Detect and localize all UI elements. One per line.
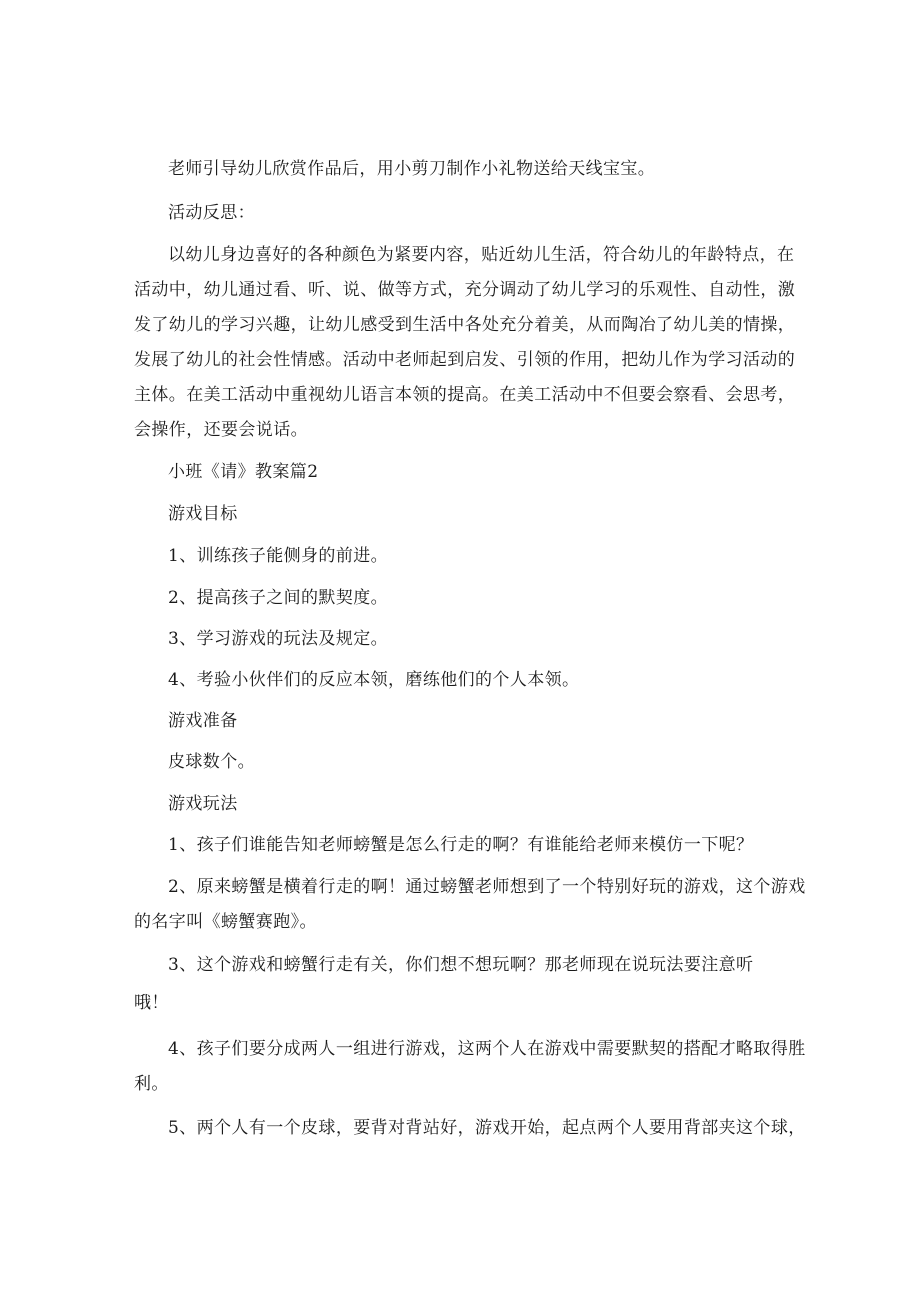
paragraph-reflection-line-1: 以幼儿身边喜好的各种颜色为紧要内容，贴近幼儿生活，符合幼儿的年龄特点，在 <box>168 245 795 265</box>
heading-game-play: 游戏玩法 <box>168 794 238 814</box>
heading-game-goals: 游戏目标 <box>168 504 238 524</box>
list-item-play-3-line-1: 3、这个游戏和螃蟹行走有关，你们想不想玩啊？那老师现在说玩法要注意听 <box>168 955 754 975</box>
list-item-goal-4: 4、考验小伙伴们的反应本领，磨练他们的个人本领。 <box>168 670 580 690</box>
paragraph-reflection-line-4: 发展了幼儿的社会性情感。活动中老师起到启发、引领的作用，把幼儿作为学习活动的 <box>134 350 796 370</box>
section-title-lesson-plan-2: 小班《请》教案篇2 <box>168 462 319 482</box>
paragraph-preparation: 皮球数个。 <box>168 752 255 772</box>
paragraph-reflection-line-6: 会操作，还要会说话。 <box>134 420 308 440</box>
list-item-goal-3: 3、学习游戏的玩法及规定。 <box>168 629 389 649</box>
list-item-goal-2: 2、提高孩子之间的默契度。 <box>168 588 389 608</box>
list-item-goal-1: 1、训练孩子能侧身的前进。 <box>168 546 389 566</box>
list-item-play-4-line-1: 4、孩子们要分成两人一组进行游戏，这两个人在游戏中需要默契的搭配才略取得胜 <box>168 1039 806 1059</box>
heading-game-preparation: 游戏准备 <box>168 711 238 731</box>
heading-activity-reflection: 活动反思： <box>168 203 255 223</box>
paragraph-gift-making: 老师引导幼儿欣赏作品后，用小剪刀制作小礼物送给天线宝宝。 <box>168 159 656 179</box>
list-item-play-1: 1、孩子们谁能告知老师螃蟹是怎么行走的啊？有谁能给老师来模仿一下呢？ <box>168 835 754 855</box>
list-item-play-3-line-2: 哦！ <box>134 993 169 1013</box>
list-item-play-2-line-1: 2、原来螃蟹是横着行走的啊！通过螃蟹老师想到了一个特别好玩的游戏，这个游戏 <box>168 877 806 897</box>
paragraph-reflection-line-5: 主体。在美工活动中重视幼儿语言本领的提高。在美工活动中不但要会察看、会思考， <box>134 385 796 405</box>
list-item-play-5-line-1: 5、两个人有一个皮球，要背对背站好，游戏开始，起点两个人要用背部夹这个球， <box>168 1118 806 1138</box>
paragraph-reflection-line-2: 活动中，幼儿通过看、听、说、做等方式，充分调动了幼儿学习的乐观性、自动性，激 <box>134 280 796 300</box>
list-item-play-4-line-2: 利。 <box>134 1074 169 1094</box>
list-item-play-2-line-2: 的名字叫《螃蟹赛跑》。 <box>134 912 317 932</box>
paragraph-reflection-line-3: 发了幼儿的学习兴趣，让幼儿感受到生活中各处充分着美，从而陶冶了幼儿美的情操， <box>134 315 796 335</box>
